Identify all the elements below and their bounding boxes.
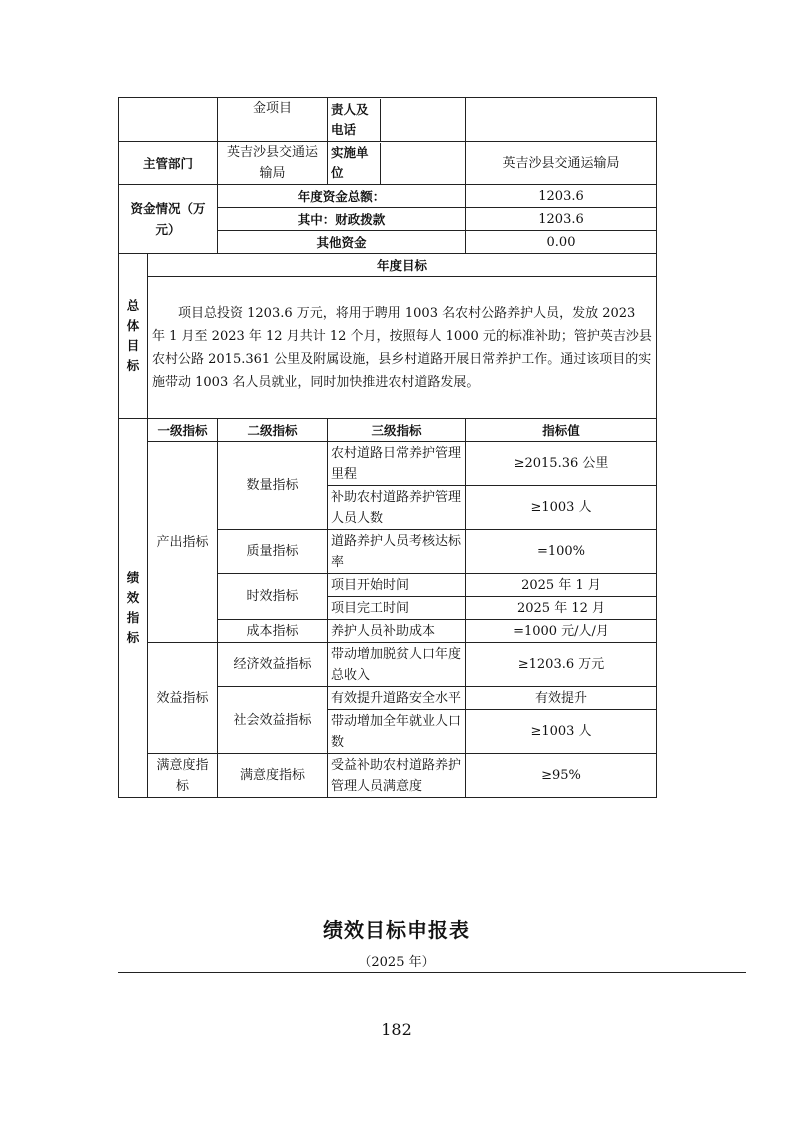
responsible-label: 责人及电话 [328, 99, 381, 141]
value-cell: ≥95% [466, 754, 657, 798]
level2-quality: 质量指标 [218, 530, 328, 574]
value-cell: 2025 年 12 月 [466, 597, 657, 620]
responsible-blank [466, 98, 657, 142]
performance-form [118, 97, 656, 798]
level3-cell: 有效提升道路安全水平 [328, 687, 466, 710]
impl-value: 英吉沙县交通运输局 [466, 142, 657, 185]
funds-other-value: 0.00 [466, 231, 657, 254]
page-year: （2025 年） [358, 955, 435, 970]
col-level3: 三级指标 [328, 419, 466, 442]
value-cell: ≥1003 人 [466, 486, 657, 530]
responsible-cell [328, 98, 466, 142]
project-name-cell: 金项目 [218, 98, 328, 142]
dept-label: 主管部门 [119, 142, 218, 185]
value-cell: =1000 元/人/月 [466, 620, 657, 643]
impl-label: 实施单位 [328, 143, 381, 184]
goal-text: 项目总投资 1203.6 万元，将用于聘用 1003 名农村公路养护人员，发放 2023 年 1 月至 2023 年 12 月共计 12 个月，按照每人 1000 元的标准补助；管护英吉沙县农村公路 2015.361 公里及附属设施，县乡村道路开展日常养护工作。通过该项目的实施带动 1003 名人员就业，同时加快推进农村道路发展。 [148, 277, 657, 419]
level2-social: 社会效益指标 [218, 687, 328, 754]
level2-cost: 成本指标 [218, 620, 328, 643]
value-cell: 2025 年 1 月 [466, 574, 657, 597]
responsible-value [381, 99, 466, 141]
level3-cell: 农村道路日常养护管理里程 [328, 442, 466, 486]
level3-cell: 养护人员补助成本 [328, 620, 466, 643]
level2-economic: 经济效益指标 [218, 643, 328, 687]
level1-benefit: 效益指标 [148, 643, 218, 754]
col-value: 指标值 [466, 419, 657, 442]
value-cell: ≥2015.36 公里 [466, 442, 657, 486]
empty-cell [119, 98, 218, 142]
level3-cell: 补助农村道路养护管理人员人数 [328, 486, 466, 530]
form-table [118, 97, 657, 798]
funds-label: 资金情况（万元） [119, 185, 218, 254]
value-cell: ≥1203.6 万元 [466, 643, 657, 687]
level2-satisfaction: 满意度指标 [218, 754, 328, 798]
funds-other-label: 其他资金 [218, 231, 466, 254]
value-cell: 有效提升 [466, 687, 657, 710]
level3-cell: 项目开始时间 [328, 574, 466, 597]
dept-value: 英吉沙县交通运输局 [218, 142, 328, 185]
value-cell: ≥1003 人 [466, 710, 657, 754]
funds-total-label: 年度资金总额： [218, 185, 466, 208]
level2-timeliness: 时效指标 [218, 574, 328, 620]
goal-header: 年度目标 [148, 254, 657, 277]
col-level2: 二级指标 [218, 419, 328, 442]
level3-cell: 项目完工时间 [328, 597, 466, 620]
divider [118, 972, 746, 973]
level3-cell: 带动增加脱贫人口年度总收入 [328, 643, 466, 687]
page-number: 182 [381, 1020, 412, 1039]
page-title: 绩效目标申报表 [323, 918, 470, 942]
level3-cell: 带动增加全年就业人口数 [328, 710, 466, 754]
level3-cell: 受益补助农村道路养护管理人员满意度 [328, 754, 466, 798]
goal-label: 总体目标 [119, 254, 148, 419]
performance-label: 绩效指标 [119, 419, 148, 798]
funds-total-value: 1203.6 [466, 185, 657, 208]
level2-quantity: 数量指标 [218, 442, 328, 530]
col-level1: 一级指标 [148, 419, 218, 442]
funds-fiscal-value: 1203.6 [466, 208, 657, 231]
funds-fiscal-label: 其中：财政拨款 [218, 208, 466, 231]
value-cell: =100% [466, 530, 657, 574]
impl-spacer [381, 143, 466, 184]
level1-output: 产出指标 [148, 442, 218, 643]
level3-cell: 道路养护人员考核达标率 [328, 530, 466, 574]
level1-satisfaction: 满意度指标 [148, 754, 218, 798]
impl-cell [328, 142, 466, 185]
